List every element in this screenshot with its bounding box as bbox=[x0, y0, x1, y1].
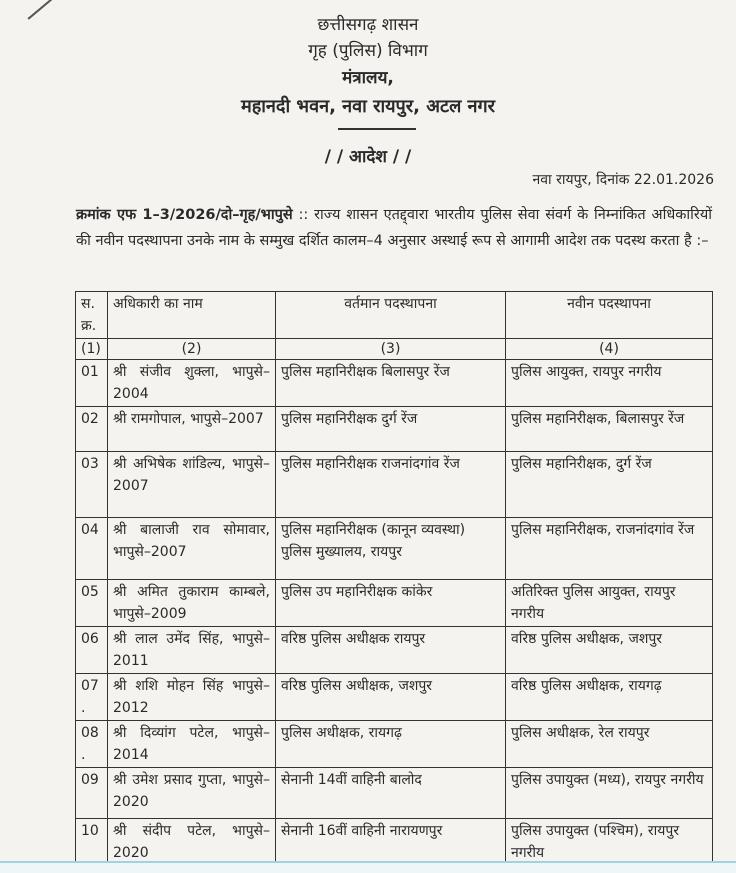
current-posting: वरिष्ठ पुलिस अधीक्षक रायपुर bbox=[276, 627, 506, 674]
current-posting: पुलिस अधीक्षक, रायगढ़ bbox=[276, 721, 506, 768]
col-num: (3) bbox=[276, 339, 506, 360]
current-posting: सेनानी 16वीं वाहिनी नारायणपुर bbox=[276, 819, 506, 869]
header-new: नवीन पदस्थापना bbox=[506, 292, 713, 339]
table-header-row bbox=[76, 292, 713, 339]
new-posting: वरिष्ठ पुलिस अधीक्षक, रायगढ़ bbox=[506, 674, 713, 721]
ministry-name: मंत्रालय, bbox=[342, 68, 394, 88]
govt-name: छत्तीसगढ़ शासन bbox=[317, 15, 419, 35]
serial-number: 08 . bbox=[76, 721, 108, 768]
order-title: / / आदेश / / bbox=[324, 147, 412, 167]
current-posting: पुलिस महानिरीक्षक दुर्ग रेंज bbox=[276, 407, 506, 452]
serial-number: 02 bbox=[76, 407, 108, 452]
serial-number: 09 bbox=[76, 768, 108, 819]
header-current: वर्तमान पदस्थापना bbox=[276, 292, 506, 339]
officer-name: श्री उमेश प्रसाद गुप्ता, भापुसे–2020 bbox=[108, 768, 276, 819]
table-row bbox=[76, 674, 713, 721]
table-row bbox=[76, 721, 713, 768]
officer-name: श्री रामगोपाल, भापुसे–2007 bbox=[108, 407, 276, 452]
officer-name: श्री शशि मोहन सिंह भापुसे– 2012 bbox=[108, 674, 276, 721]
new-posting: पुलिस महानिरीक्षक, दुर्ग रेंज bbox=[506, 452, 713, 518]
viewer-bottom-edge bbox=[0, 861, 736, 873]
col-num: (4) bbox=[506, 339, 713, 360]
header-divider bbox=[338, 128, 416, 130]
officer-name: श्री संदीप पटेल, भापुसे–2020 bbox=[108, 819, 276, 869]
table-row bbox=[76, 768, 713, 819]
col-num: (1) bbox=[76, 339, 108, 360]
new-posting: पुलिस उपायुक्त (मध्य), रायपुर नगरीय bbox=[506, 768, 713, 819]
header-name: अधिकारी का नाम bbox=[108, 292, 276, 339]
order-text: :: राज्य शासन एतद्द्वारा भारतीय पुलिस सेवा संवर्ग के निम्नांकित अधिकारियों की नवीन पदस्थापना उनके नाम के सम्मुख दर्शित कालम–4 अनुसार अस्थाई रूप से आगामी आदेश तक पदस्थ करता है :– bbox=[76, 207, 712, 249]
new-posting: पुलिस अधीक्षक, रेल रायपुर bbox=[506, 721, 713, 768]
serial-number: 06 bbox=[76, 627, 108, 674]
order-date: नवा रायपुर, दिनांक 22.01.2026 bbox=[532, 172, 714, 188]
serial-number: 07 . bbox=[76, 674, 108, 721]
header-sn: स. क्र. bbox=[76, 292, 108, 339]
table-row bbox=[76, 580, 713, 627]
table-row bbox=[76, 360, 713, 407]
current-posting: सेनानी 14वीं वाहिनी बालोद bbox=[276, 768, 506, 819]
current-posting: पुलिस महानिरीक्षक राजनांदगांव रेंज bbox=[276, 452, 506, 518]
table-row bbox=[76, 627, 713, 674]
officer-name: श्री दिव्यांग पटेल, भापुसे–2014 bbox=[108, 721, 276, 768]
column-number-row bbox=[76, 339, 713, 360]
table-row bbox=[76, 518, 713, 580]
officer-name: श्री बालाजी राव सोमावार, भापुसे–2007 bbox=[108, 518, 276, 580]
serial-number: 01 bbox=[76, 360, 108, 407]
serial-number: 10 bbox=[76, 819, 108, 869]
new-posting: पुलिस महानिरीक्षक, बिलासपुर रेंज bbox=[506, 407, 713, 452]
officer-name: श्री लाल उमेंद सिंह, भापुसे–2011 bbox=[108, 627, 276, 674]
current-posting: पुलिस महानिरीक्षक बिलासपुर रेंज bbox=[276, 360, 506, 407]
current-posting: पुलिस महानिरीक्षक (कानून व्यवस्था) पुलिस मुख्यालय, रायपुर bbox=[276, 518, 506, 580]
new-posting: पुलिस उपायुक्त (पश्चिम), रायपुर नगरीय bbox=[506, 819, 713, 869]
new-posting: पुलिस आयुक्त, रायपुर नगरीय bbox=[506, 360, 713, 407]
col-num: (2) bbox=[108, 339, 276, 360]
officer-name: श्री अमित तुकाराम काम्बले, भापुसे–2009 bbox=[108, 580, 276, 627]
serial-number: 05 bbox=[76, 580, 108, 627]
new-posting: पुलिस महानिरीक्षक, राजनांदगांव रेंज bbox=[506, 518, 713, 580]
new-posting: अतिरिक्त पुलिस आयुक्त, रायपुर नगरीय bbox=[506, 580, 713, 627]
serial-number: 03 bbox=[76, 452, 108, 518]
table-row bbox=[76, 407, 713, 452]
order-reference: क्रमांक एफ 1–3/2026/दो–गृह/भापुसे bbox=[76, 207, 293, 223]
current-posting: वरिष्ठ पुलिस अधीक्षक, जशपुर bbox=[276, 674, 506, 721]
officer-name: श्री अभिषेक शांडिल्य, भापुसे–2007 bbox=[108, 452, 276, 518]
order-paragraph bbox=[76, 203, 712, 254]
serial-number: 04 bbox=[76, 518, 108, 580]
department-name: गृह (पुलिस) विभाग bbox=[308, 41, 428, 61]
posting-table bbox=[75, 291, 713, 869]
officer-name: श्री संजीव शुक्ला, भापुसे–2004 bbox=[108, 360, 276, 407]
table-row bbox=[76, 452, 713, 518]
address: महानदी भवन, नवा रायपुर, अटल नगर bbox=[240, 96, 496, 117]
current-posting: पुलिस उप महानिरीक्षक कांकेर bbox=[276, 580, 506, 627]
new-posting: वरिष्ठ पुलिस अधीक्षक, जशपुर bbox=[506, 627, 713, 674]
